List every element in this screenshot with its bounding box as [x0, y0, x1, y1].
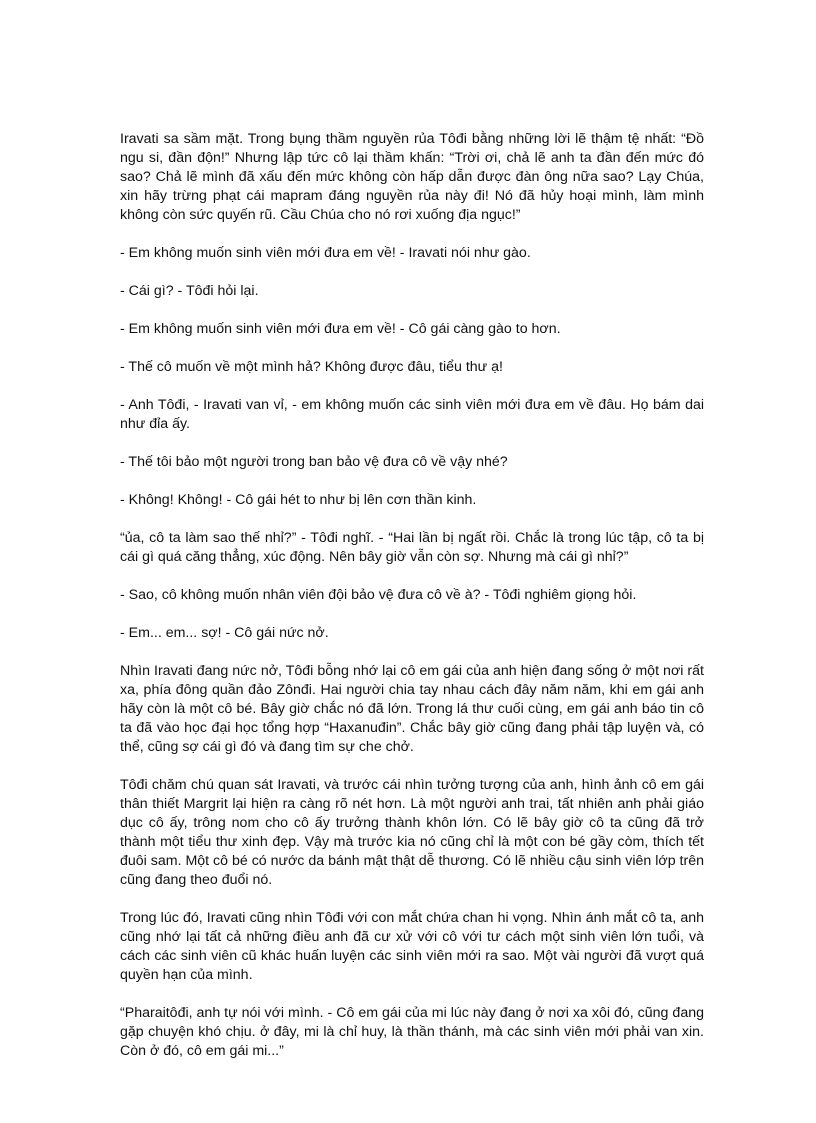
paragraph-5: - Thế cô muốn về một mình hả? Không được đâu, tiểu thư ạ! — [120, 359, 503, 375]
paragraph-9: “ủa, cô ta làm sao thế nhỉ?” - Tôđi nghĩ. - “Hai lần bị ngất rồi. Chắc là trong lúc tập, cô ta bị cái gì quá căng thẳng, xúc động. Nên bây giờ vẫn còn sợ. Nhưng mà cái gì nhỉ?” — [120, 530, 704, 565]
paragraph-12: Nhìn Iravati đang nức nở, Tôđi bỗng nhớ lại cô em gái của anh hiện đang sống ở một nơi rất xa, phía đông quần đảo Zônđi. Hai người chia tay nhau cách đây năm năm, khi em gái anh hãy còn là một cô bé. Bây giờ chắc nó đã lớn. Trong lá thư cuối cùng, em gái anh báo tin cô ta đã vào học đại học tổng hợp “Haxanuđin”. Chắc bây giờ cũng đang phải tập luyện và, có thể, cũng sợ cái gì đó và đang tìm sự che chở. — [120, 663, 704, 755]
paragraph-15: “Pharaitôđi, anh tự nói với mình. - Cô em gái của mi lúc này đang ở nơi xa xôi đó, cũng đang gặp chuyện khó chịu. ở đây, mi là chỉ huy, là thần thánh, mà các sinh viên mới phải van xin. Còn ở đó, cô em gái mi...” — [120, 1005, 704, 1059]
paragraph-10: - Sao, cô không muốn nhân viên đội bảo vệ đưa cô về à? - Tôđi nghiêm giọng hỏi. — [120, 587, 637, 603]
paragraph-6: - Anh Tôđi, - Iravati van vỉ, - em không muốn các sinh viên mới đưa em về đâu. Họ bám dai như đỉa ấy. — [120, 397, 704, 432]
document-page — [120, 130, 704, 1061]
paragraph-7: - Thế tôi bảo một người trong ban bảo vệ đưa cô về vậy nhé? — [120, 454, 508, 470]
paragraph-3: - Cái gì? - Tôđi hỏi lại. — [120, 283, 259, 299]
paragraph-13: Tôđi chăm chú quan sát Iravati, và trước cái nhìn tưởng tượng của anh, hình ảnh cô em gái thân thiết Margrit lại hiện ra càng rõ nét hơn. Là một người anh trai, tất nhiên anh phải giáo dục cô ấy, trông nom cho cô ấy trưởng thành khôn lớn. Có lẽ bây giờ cô ta cũng đã trở thành một tiểu thư xinh đẹp. Vậy mà trước kia nó cũng chỉ là một con bé gầy còm, thích tết đuôi sam. Một cô bé có nước da bánh mật thật dễ thương. Có lẽ nhiều cậu sinh viên lớp trên cũng đang theo đuổi nó. — [120, 777, 704, 888]
paragraph-4: - Em không muốn sinh viên mới đưa em về! - Cô gái càng gào to hơn. — [120, 321, 561, 337]
paragraph-2: - Em không muốn sinh viên mới đưa em về! - Iravati nói như gào. — [120, 245, 531, 261]
paragraph-8: - Không! Không! - Cô gái hét to như bị lên cơn thần kinh. — [120, 492, 477, 508]
paragraph-1: Iravati sa sầm mặt. Trong bụng thầm nguyền rủa Tôđi bằng những lời lẽ thậm tệ nhất: “Đồ ngu si, đần độn!” Nhưng lập tức cô lại thầm khấn: “Trời ơi, chả lẽ anh ta đần đến mức đó sao? Chả lẽ mình đã xấu đến mức không còn hấp dẫn được đàn ông nữa sao? Lạy Chúa, xin hãy trừng phạt cái mapram đáng nguyền rủa này đi! Nó đã hủy hoại mình, làm mình không còn sức quyến rũ. Cầu Chúa cho nó rơi xuống địa ngục!” — [120, 131, 704, 223]
paragraph-14: Trong lúc đó, Iravati cũng nhìn Tôđi với con mắt chứa chan hi vọng. Nhìn ánh mắt cô ta, anh cũng nhớ lại tất cả những điều anh đã cư xử với cô với tư cách một sinh viên lớn tuổi, và cách các sinh viên cũ khác huấn luyện các sinh viên mới ra sao. Một vài người đã vượt quá quyền hạn của mình. — [120, 910, 704, 983]
paragraph-11: - Em... em... sợ! - Cô gái nức nở. — [120, 625, 329, 641]
